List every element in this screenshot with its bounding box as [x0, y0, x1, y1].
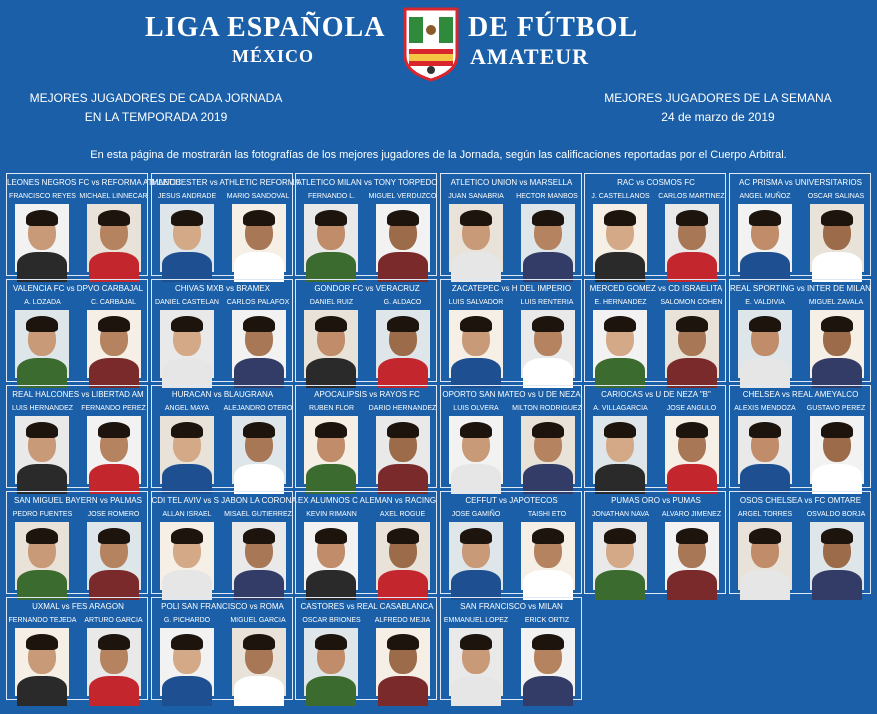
match-cell	[584, 279, 726, 382]
player-name: RUBEN FLOR	[308, 405, 355, 412]
player-photo	[160, 416, 214, 484]
player-photo	[593, 310, 647, 378]
player-name: MISAEL GUTIERREZ	[224, 511, 292, 518]
match-title: REAL HALCONES vs LIBERTAD AM	[12, 390, 144, 399]
player-photo	[15, 310, 69, 378]
player-name: LUIS SALVADOR	[448, 299, 504, 306]
player-photo	[593, 416, 647, 484]
player-name: G. ALDACO	[383, 299, 422, 306]
left-heading	[26, 89, 286, 127]
match-title: MANCHESTER vs ATHLETIC REFORMA	[151, 178, 300, 187]
player-name: MIGUEL ZAVALA	[808, 299, 864, 306]
player-name: A. LOZADA	[24, 299, 61, 306]
player-photo	[521, 522, 575, 590]
player-photo	[304, 522, 358, 590]
player-name: GUSTAVO PEREZ	[806, 405, 866, 412]
players-grid	[6, 173, 876, 703]
player-name: LUIS RENTERIA	[520, 299, 574, 306]
player-photo	[232, 204, 286, 272]
player-photo	[232, 416, 286, 484]
match-title: CASTORES vs REAL CASABLANCA	[300, 602, 434, 611]
player-photo	[87, 522, 141, 590]
match-title: AC PRISMA vs UNIVERSITARIOS	[739, 178, 862, 187]
player-name: MIGUEL VERDUZCO	[368, 193, 437, 200]
player-name: C. CARBAJAL	[90, 299, 137, 306]
match-cell	[729, 385, 871, 488]
player-photo	[87, 204, 141, 272]
player-photo	[160, 204, 214, 272]
player-photo	[665, 522, 719, 590]
match-title: CARIOCAS vs U DE NEZA "B"	[601, 390, 711, 399]
player-name: JOSE GAMIÑO	[451, 511, 501, 518]
player-name: PEDRO FUENTES	[12, 511, 73, 518]
player-name: ALVARO JIMENEZ	[661, 511, 722, 518]
match-title: REAL SPORTING vs INTER DE MILAN	[730, 284, 871, 293]
match-title: RAC vs COSMOS FC	[617, 178, 695, 187]
match-cell	[6, 279, 148, 382]
match-title: SAN FRANCISCO vs MILAN	[460, 602, 563, 611]
match-title: OPORTO SAN MATEO vs U DE NEZA	[442, 390, 581, 399]
match-cell	[151, 385, 293, 488]
match-title: ZACATEPEC vs H DEL IMPERIO	[451, 284, 572, 293]
player-name: OSCAR BRIONES	[302, 617, 361, 624]
match-title: CDI TEL AVIV vs S JABON LA CORONA	[151, 496, 297, 505]
player-photo	[665, 416, 719, 484]
player-photo	[738, 310, 792, 378]
match-cell	[6, 385, 148, 488]
player-name: E. VALDIVIA	[745, 299, 785, 306]
match-cell	[295, 491, 437, 594]
player-name: JOSE ANGULO	[666, 405, 717, 412]
player-name: FERNANDO PEREZ	[81, 405, 146, 412]
player-photo	[521, 204, 575, 272]
match-cell	[729, 491, 871, 594]
player-photo	[449, 522, 503, 590]
player-photo	[160, 522, 214, 590]
match-title: ATLETICO MILAN vs TONY TORPEDO	[296, 178, 438, 187]
player-name: ANGEL MAYA	[164, 405, 210, 412]
match-cell	[295, 279, 437, 382]
player-photo	[449, 416, 503, 484]
title-right: DE FÚTBOL	[468, 12, 639, 43]
match-title: MERCED GOMEZ vs CD ISRAELITA	[589, 284, 723, 293]
player-name: FERNANDO L.	[307, 193, 356, 200]
player-name: CARLOS PALAFOX	[226, 299, 290, 306]
player-name: MILTON RODRIGUEZ	[512, 405, 582, 412]
right-heading-line1: MEJORES JUGADORES DE LA SEMANA	[604, 91, 832, 105]
player-photo	[376, 628, 430, 696]
match-cell	[295, 173, 437, 276]
right-heading	[588, 89, 848, 127]
league-crest-logo	[402, 6, 460, 82]
player-name: ARGEL TORRES	[737, 511, 793, 518]
player-photo	[304, 416, 358, 484]
match-title: ATLETICO UNION vs MARSELLA	[450, 178, 573, 187]
player-photo	[87, 416, 141, 484]
match-cell	[151, 597, 293, 700]
player-name: ALLAN ISRAEL	[162, 511, 212, 518]
match-title: CHIVAS MXB vs BRAMEX	[175, 284, 270, 293]
right-heading-date: 24 de marzo de 2019	[661, 110, 775, 124]
match-title: PUMAS ORO vs PUMAS	[611, 496, 701, 505]
left-heading-line1: MEJORES JUGADORES DE CADA JORNADA	[29, 91, 283, 105]
match-cell	[584, 491, 726, 594]
subtitle-amateur: AMATEUR	[470, 44, 590, 69]
player-name: ANGEL MUÑOZ	[739, 193, 791, 200]
match-title: APOCALIPSIS vs RAYOS FC	[314, 390, 420, 399]
match-cell	[440, 491, 582, 594]
player-photo	[304, 310, 358, 378]
match-title: SAN MIGUEL BAYERN vs PALMAS	[14, 496, 142, 505]
player-name: MIGUEL GARCIA	[230, 617, 286, 624]
match-cell	[440, 279, 582, 382]
player-photo	[15, 204, 69, 272]
player-name: OSCAR SALINAS	[807, 193, 865, 200]
player-photo	[15, 416, 69, 484]
match-title: LEONES NEGROS FC vs REFORMA ATHLETIC	[7, 178, 182, 187]
player-photo	[376, 522, 430, 590]
player-name: AXEL ROGUE	[379, 511, 426, 518]
match-cell	[6, 491, 148, 594]
match-title: HURACAN vs BLAUGRANA	[171, 390, 274, 399]
player-photo	[449, 310, 503, 378]
player-name: ARTURO GARCIA	[84, 617, 143, 624]
match-title: VALENCIA FC vs DPVO CARBAJAL	[12, 284, 144, 293]
match-title: EX ALUMNOS C ALEMAN vs RACING	[297, 496, 437, 505]
match-cell	[584, 173, 726, 276]
player-name: MICHAEL LINNECAR	[79, 193, 148, 200]
player-photo	[304, 204, 358, 272]
player-name: CARLOS MARTINEZ	[658, 193, 725, 200]
player-name: SALOMON COHEN	[660, 299, 723, 306]
player-photo	[665, 310, 719, 378]
player-name: JOSE ROMERO	[87, 511, 140, 518]
player-name: TAISHI ETO	[527, 511, 567, 518]
match-cell	[151, 279, 293, 382]
player-photo	[810, 204, 864, 272]
player-photo	[449, 628, 503, 696]
player-name: DANIEL RUIZ	[309, 299, 354, 306]
player-photo	[665, 204, 719, 272]
player-photo	[810, 310, 864, 378]
match-title: CHELSEA vs REAL AMEYALCO	[742, 390, 859, 399]
title-left: LIGA ESPAÑOLA	[145, 12, 386, 43]
player-name: ERICK ORTIZ	[524, 617, 570, 624]
player-photo	[15, 522, 69, 590]
player-photo	[160, 310, 214, 378]
intro-text: En esta página de mostrarán las fotografías de los mejores jugadores de la Jornada, según las calificaciones reportadas por el Cuerpo Arbitral.	[90, 149, 787, 161]
player-name: FRANCISCO REYES	[9, 193, 76, 200]
player-photo	[810, 416, 864, 484]
player-name: FERNANDO TEJEDA	[8, 617, 77, 624]
player-name: LUIS OLVERA	[453, 405, 499, 412]
match-cell	[729, 173, 871, 276]
player-name: ALFREDO MEJIA	[374, 617, 431, 624]
player-photo	[521, 416, 575, 484]
left-heading-line2: EN LA TEMPORADA 2019	[84, 110, 228, 124]
player-photo	[449, 204, 503, 272]
player-name: HECTOR MANBOS	[516, 193, 578, 200]
player-name: A. VILLAGARCIA	[593, 405, 648, 412]
player-photo	[232, 628, 286, 696]
player-name: G. PICHARDO	[163, 617, 211, 624]
match-cell	[6, 173, 182, 276]
match-cell	[440, 597, 582, 700]
player-photo	[232, 310, 286, 378]
subtitle-mexico: MÉXICO	[232, 46, 314, 66]
player-photo	[232, 522, 286, 590]
match-cell	[151, 173, 300, 276]
match-title: CEFFUT vs JAPOTECOS	[465, 496, 558, 505]
match-title: OSOS CHELSEA vs FC OMTARE	[739, 496, 862, 505]
player-photo	[376, 416, 430, 484]
player-photo	[521, 310, 575, 378]
match-cell	[6, 597, 148, 700]
player-photo	[738, 416, 792, 484]
player-name: E. HERNANDEZ	[594, 299, 647, 306]
match-cell	[295, 385, 437, 488]
player-photo	[160, 628, 214, 696]
player-name: MARIO SANDOVAL	[226, 193, 290, 200]
player-photo	[593, 522, 647, 590]
match-title: POLI SAN FRANCISCO vs ROMA	[161, 602, 284, 611]
player-name: JUAN SANABRIA	[448, 193, 504, 200]
player-photo	[376, 310, 430, 378]
player-name: KEVIN RIMANN	[306, 511, 357, 518]
player-name: ALEXIS MENDOZA	[734, 405, 796, 412]
player-name: OSVALDO BORJA	[806, 511, 866, 518]
match-cell	[295, 597, 437, 700]
player-photo	[738, 522, 792, 590]
player-name: DANIEL CASTELAN	[155, 299, 219, 306]
player-photo	[376, 204, 430, 272]
player-photo	[87, 628, 141, 696]
player-name: ALEJANDRO OTERO	[223, 405, 293, 412]
match-title: GONDOR FC vs VERACRUZ	[314, 284, 420, 293]
player-name: DARIO HERNANDEZ	[368, 405, 437, 412]
player-photo	[738, 204, 792, 272]
match-cell	[151, 491, 297, 594]
match-cell	[729, 279, 871, 382]
player-name: JESUS ANDRADE	[157, 193, 217, 200]
player-photo	[15, 628, 69, 696]
player-name: J. CASTELLANOS	[591, 193, 650, 200]
player-photo	[810, 522, 864, 590]
player-name: JONATHAN NAVA	[591, 511, 650, 518]
match-cell	[440, 385, 582, 488]
match-cell	[440, 173, 582, 276]
player-photo	[521, 628, 575, 696]
player-photo	[87, 310, 141, 378]
player-name: EMMANUEL LOPEZ	[443, 617, 509, 624]
match-cell	[584, 385, 726, 488]
player-photo	[304, 628, 358, 696]
match-title: UXMAL vs FES ARAGON	[32, 602, 124, 611]
player-photo	[593, 204, 647, 272]
player-name: LUIS HERNANDEZ	[11, 405, 74, 412]
